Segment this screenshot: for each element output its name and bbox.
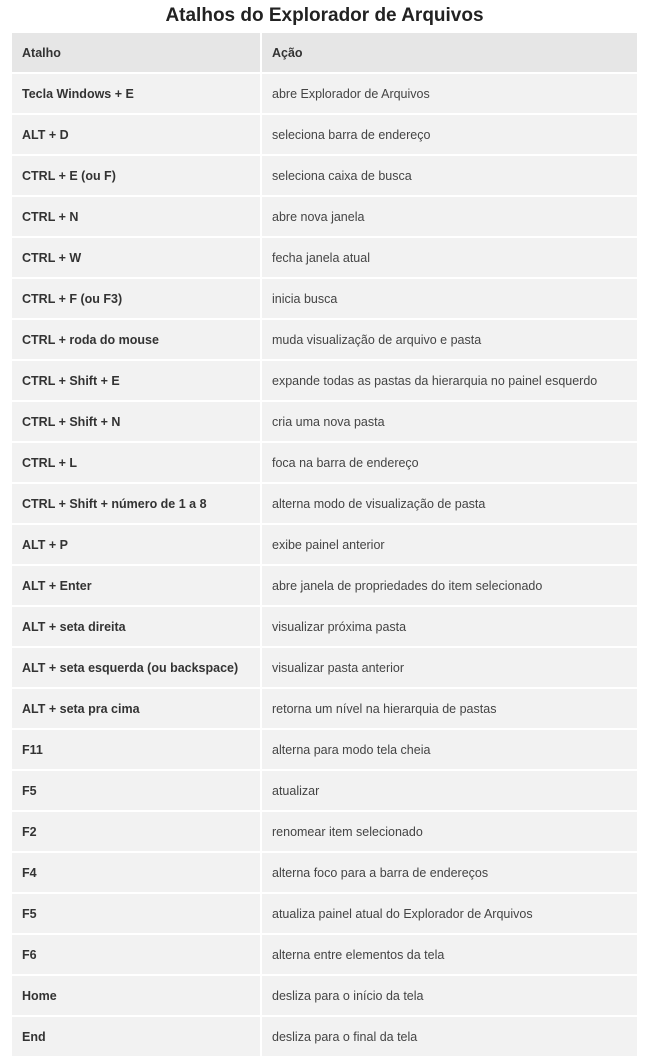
action-cell: seleciona barra de endereço — [260, 115, 637, 154]
table-row — [12, 115, 637, 154]
table-row — [12, 361, 637, 400]
action-cell: fecha janela atual — [260, 238, 637, 277]
shortcut-cell: ALT + seta direita — [12, 607, 260, 646]
table-row — [12, 648, 637, 687]
table-row — [12, 156, 637, 195]
action-cell: exibe painel anterior — [260, 525, 637, 564]
table-row — [12, 771, 637, 810]
table-row — [12, 607, 637, 646]
action-cell: cria uma nova pasta — [260, 402, 637, 441]
shortcut-cell: ALT + Enter — [12, 566, 260, 605]
shortcut-cell: F6 — [12, 935, 260, 974]
shortcut-cell: CTRL + F (ou F3) — [12, 279, 260, 318]
table-row — [12, 730, 637, 769]
shortcut-cell: ALT + seta pra cima — [12, 689, 260, 728]
shortcuts-table — [12, 31, 637, 1058]
table-row — [12, 1017, 637, 1056]
shortcut-cell: ALT + D — [12, 115, 260, 154]
shortcut-cell: End — [12, 1017, 260, 1056]
shortcut-cell: Home — [12, 976, 260, 1015]
action-cell: renomear item selecionado — [260, 812, 637, 851]
shortcut-cell: CTRL + Shift + N — [12, 402, 260, 441]
shortcut-cell: F5 — [12, 771, 260, 810]
action-cell: abre nova janela — [260, 197, 637, 236]
shortcut-cell: F11 — [12, 730, 260, 769]
table-row — [12, 279, 637, 318]
table-row — [12, 320, 637, 359]
shortcut-cell: ALT + seta esquerda (ou backspace) — [12, 648, 260, 687]
shortcut-cell: ALT + P — [12, 525, 260, 564]
action-cell: desliza para o final da tela — [260, 1017, 637, 1056]
table-row — [12, 238, 637, 277]
table-row — [12, 443, 637, 482]
table-row — [12, 402, 637, 441]
table-row — [12, 566, 637, 605]
table-row — [12, 894, 637, 933]
action-cell: visualizar próxima pasta — [260, 607, 637, 646]
action-cell: seleciona caixa de busca — [260, 156, 637, 195]
shortcut-cell: F2 — [12, 812, 260, 851]
action-cell: atualizar — [260, 771, 637, 810]
table-row — [12, 484, 637, 523]
table-row — [12, 935, 637, 974]
shortcut-cell: CTRL + W — [12, 238, 260, 277]
action-cell: alterna para modo tela cheia — [260, 730, 637, 769]
shortcut-cell: Tecla Windows + E — [12, 74, 260, 113]
column-header-shortcut: Atalho — [12, 33, 260, 72]
table-row — [12, 197, 637, 236]
action-cell: retorna um nível na hierarquia de pastas — [260, 689, 637, 728]
shortcut-cell: CTRL + N — [12, 197, 260, 236]
action-cell: alterna entre elementos da tela — [260, 935, 637, 974]
action-cell: alterna modo de visualização de pasta — [260, 484, 637, 523]
column-header-action: Ação — [260, 33, 637, 72]
action-cell: desliza para o início da tela — [260, 976, 637, 1015]
shortcut-cell: F4 — [12, 853, 260, 892]
action-cell: muda visualização de arquivo e pasta — [260, 320, 637, 359]
table-row — [12, 74, 637, 113]
page-title: Atalhos do Explorador de Arquivos — [165, 5, 484, 26]
action-cell: atualiza painel atual do Explorador de Arquivos — [260, 894, 637, 933]
shortcut-cell: CTRL + Shift + E — [12, 361, 260, 400]
action-cell: abre Explorador de Arquivos — [260, 74, 637, 113]
shortcut-cell: CTRL + Shift + número de 1 a 8 — [12, 484, 260, 523]
action-cell: inicia busca — [260, 279, 637, 318]
shortcut-cell: CTRL + E (ou F) — [12, 156, 260, 195]
action-cell: abre janela de propriedades do item selecionado — [260, 566, 637, 605]
table-row — [12, 976, 637, 1015]
table-row — [12, 853, 637, 892]
shortcut-cell: CTRL + roda do mouse — [12, 320, 260, 359]
action-cell: visualizar pasta anterior — [260, 648, 637, 687]
shortcut-cell: CTRL + L — [12, 443, 260, 482]
table-header-row — [12, 33, 637, 72]
action-cell: alterna foco para a barra de endereços — [260, 853, 637, 892]
action-cell: expande todas as pastas da hierarquia no painel esquerdo — [260, 361, 637, 400]
action-cell: foca na barra de endereço — [260, 443, 637, 482]
table-row — [12, 689, 637, 728]
table-row — [12, 525, 637, 564]
table-row — [12, 812, 637, 851]
shortcut-cell: F5 — [12, 894, 260, 933]
table-body — [12, 74, 637, 1056]
